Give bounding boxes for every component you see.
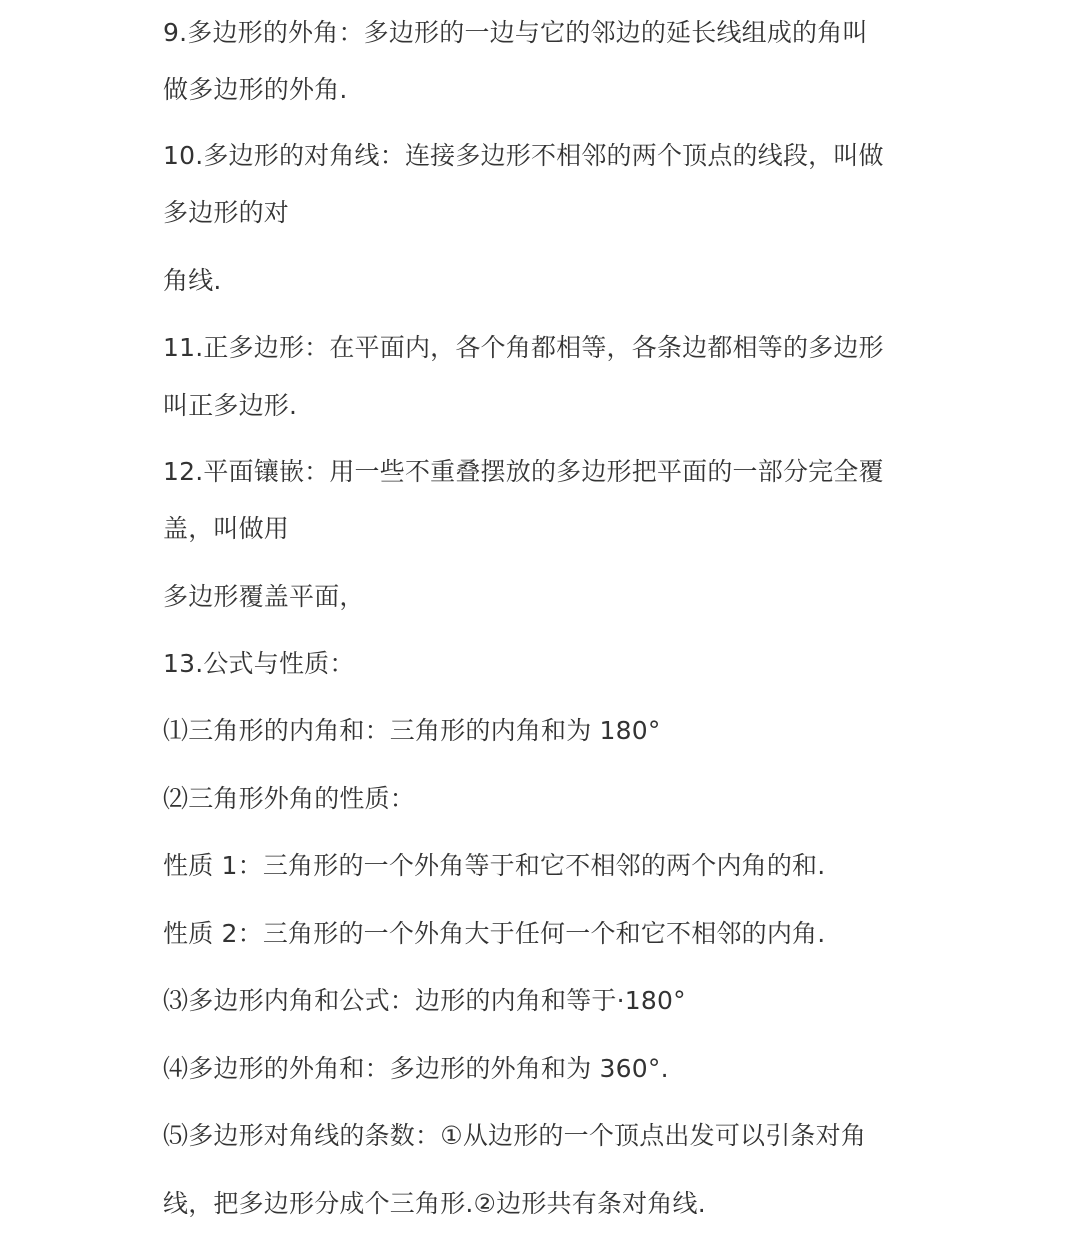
text-line: 10.多边形的对角线：连接多边形不相邻的两个顶点的线段，叫做	[163, 141, 884, 170]
text-line: ⑷多边形的外角和：多边形的外角和为 360°.	[163, 1054, 669, 1083]
text-line: 9.多边形的外角：多边形的一边与它的邻边的延长线组成的角叫	[163, 18, 868, 47]
text-line: ⑸多边形对角线的条数：①从边形的一个顶点出发可以引条对角	[163, 1121, 867, 1150]
text-line: 叫正多边形.	[163, 391, 298, 420]
text-line: ⑶多边形内角和公式：边形的内角和等于·180°	[163, 986, 686, 1015]
text-line: 11.正多边形：在平面内，各个角都相等，各条边都相等的多边形	[163, 333, 884, 362]
text-line: 线，把多边形分成个三角形.②边形共有条对角线.	[163, 1189, 706, 1218]
text-line: 12.平面镶嵌：用一些不重叠摆放的多边形把平面的一部分完全覆	[163, 457, 884, 486]
text-line: 角线.	[163, 266, 222, 295]
text-line: 13.公式与性质：	[163, 649, 355, 678]
text-line: ⑵三角形外角的性质：	[163, 784, 416, 813]
text-line: 多边形覆盖平面，	[163, 582, 365, 611]
text-line: 性质 2：三角形的一个外角大于任何一个和它不相邻的内角.	[163, 919, 826, 948]
text-line: 盖，叫做用	[163, 514, 290, 543]
text-line: 做多边形的外角.	[163, 75, 348, 104]
text-line: 多边形的对	[163, 198, 290, 227]
text-line: ⑴三角形的内角和：三角形的内角和为 180°	[163, 716, 661, 745]
text-line: 性质 1：三角形的一个外角等于和它不相邻的两个内角的和.	[163, 851, 826, 880]
